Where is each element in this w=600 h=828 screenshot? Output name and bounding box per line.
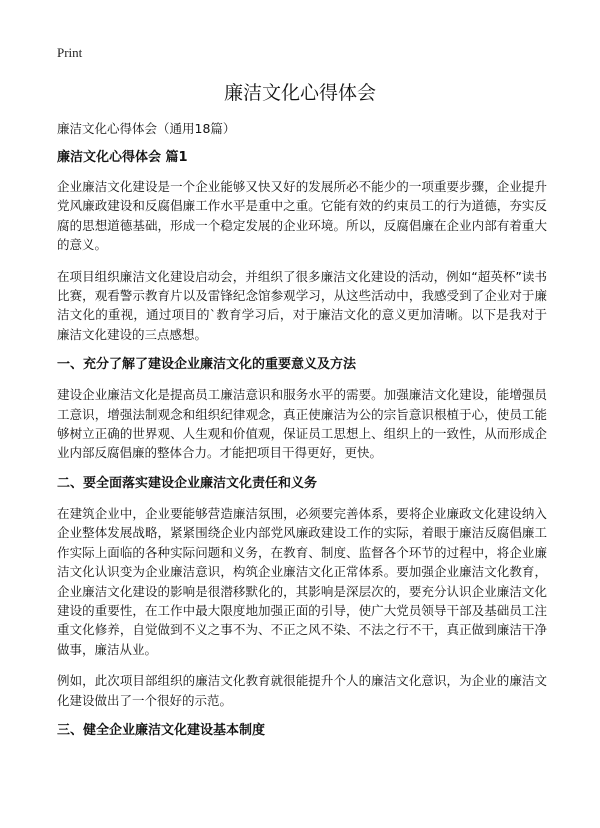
part-heading: 廉洁文化心得体会 篇1: [57, 150, 188, 165]
document-subtitle: 廉洁文化心得体会（通用18篇）: [57, 121, 236, 136]
section-heading-2: 二、要全面落实建设企业廉洁文化责任和义务: [57, 475, 318, 491]
paragraph-section-2: 在建筑企业中，企业要能够营造廉洁氛围，必须要完善体系，要将企业廉政文化建设纳入企业整体发展战略，紧紧围绕企业内部党风廉政建设工作的实际，着眼于廉洁反腐倡廉工作实际上面临的各种实际问题和义务，在教育、制度、监督各个环节的过程中，将企业廉洁文化认识变为企业廉洁意识，构筑企业廉洁文化正常体系。要加强企业廉洁文化教育，企业廉洁文化建设的影响是很潜移默化的，其影响是深层次的，要充分认识企业廉洁文化建设的重要性，在工作中最大限度地加强正面的引导，使广大党员领导干部及基础员工注重文化修养，自觉做到不义之事不为、不正之风不染、不法之行不干，真正做到廉洁干净做事，廉洁从业。: [57, 505, 547, 657]
paragraph-example: 例如，此次项目部组织的廉洁文化教育就很能提升个人的廉洁文化意识，为企业的廉洁文化建设做出了一个很好的示范。: [57, 673, 547, 708]
section-heading-1: 一、充分了解了建设企业廉洁文化的重要意义及方法: [57, 357, 357, 373]
paragraph-section-1: 建设企业廉洁文化是提高员工廉洁意识和服务水平的需要。加强廉洁文化建设，能增强员工意识，增强法制观念和组织纪律观念，真正使廉洁为公的宗旨意识根植于心，使员工能够树立正确的世界观、人生观和价值观，保证员工思想上、组织上的一致性，从而形成企业内部反腐倡廉的整体合力。才能把项目干得更好，更快。: [57, 387, 547, 461]
article-body: [57, 149, 547, 751]
section-heading-3: 三、健全企业廉洁文化建设基本制度: [57, 722, 266, 738]
print-link[interactable]: Print: [57, 45, 83, 60]
paragraph-intro: 企业廉洁文化建设是一个企业能够又快又好的发展所必不能少的一项重要步骤，企业提升党风廉政建设和反腐倡廉工作水平是重中之重。它能有效的约束员工的行为道德，夯实反腐的思想道德基础，形成一个稳定发展的企业环境。所以，反腐倡廉在企业内部有着重大的意义。: [57, 179, 547, 253]
page-title: 廉洁文化心得体会: [223, 82, 376, 104]
paragraph-activities: 在项目组织廉洁文化建设启动会，并组织了很多廉洁文化建设的活动，例如“超英杯”读书比赛，观看警示教育片以及雷锋纪念馆参观学习，从这些活动中，我感受到了企业对于廉洁文化的重视，通过项目的`教育学习后，对于廉洁文化的意义更加清晰。以下是我对于廉洁文化建设的三点感想。: [57, 268, 547, 342]
